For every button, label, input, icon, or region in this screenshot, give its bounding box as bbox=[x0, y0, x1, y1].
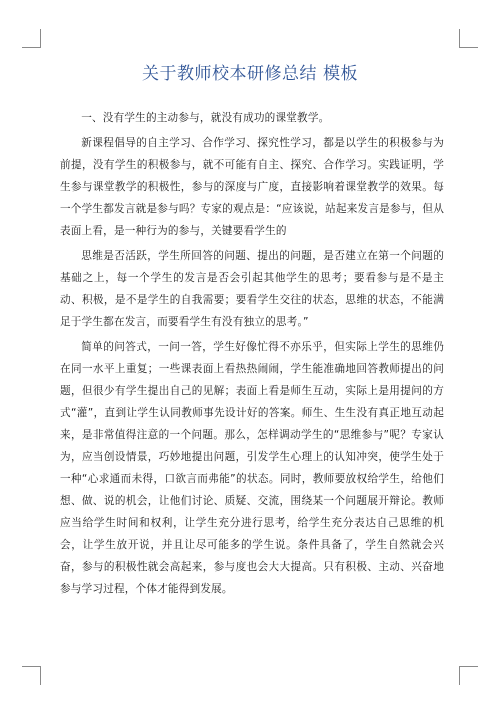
crop-mark-bottom-left bbox=[40, 666, 41, 685]
crop-mark-top-left bbox=[22, 47, 40, 48]
paragraph: 思维是否活跃，学生所回答的问题、提出的问题，是否建立在第一个问题的基础之上，每一个学生的发言是否会引起其他学生的思考；要看参与是不是主动、积极，是不是学生的自我需要；要看学生交往的状态，思维的状态，不能满足于学生都在发言，而要看学生有没有独立的思考。” bbox=[60, 250, 444, 328]
crop-mark-bottom-left bbox=[22, 666, 40, 667]
crop-mark-top-right bbox=[459, 29, 460, 48]
paragraph: 一、没有学生的主动参与，就没有成功的课堂教学。 bbox=[81, 112, 330, 124]
crop-mark-bottom-right bbox=[459, 666, 460, 685]
paragraph: 简单的问答式，一问一答，学生好像忙得不亦乐乎，但实际上学生的思维仍在同一水平上重复；一些课表面上看热热闹闹，学生能准确地回答教师提出的问题，但很少有学生提出自己的见解；表面上看是师生互动，实际上是用提问的方式“灌”，直到让学生认同教师事先设计好的答案。师生、生生没有真正地互动起来，是非常值得注意的一个问题。那么，怎样调动学生的“思维参与”呢？专家认为，应当创设情景，巧妙地提出问题，引发学生心理上的认知冲突，使学生处于一种“心求通而未得，口欲言而弗能”的状态。同时，教师要放权给学生，给他们想、做、说的机会，让他们讨论、质疑、交流，围绕某一个问题展开辩论。教师应当给学生时间和权利，让学生充分进行思考，给学生充分表达自己思维的机会，让学生放开说，并且让尽可能多的学生说。条件具备了，学生自然就会兴奋，参与的积极性就会高起来，参与度也会大大提高。只有积极、主动、兴奋地参与学习过程，个体才能得到发展。 bbox=[60, 341, 444, 595]
paragraph: 新课程倡导的自主学习、合作学习、探究性学习，都是以学生的积极参与为前提，没有学生的积极参与，就不可能有自主、探究、合作学习。实践证明，学生参与课堂教学的积极性，参与的深度与广度，直接影响着课堂教学的效果。每一个学生都发言就是参与吗？专家的观点是：“应该说，站起来发言是参与，但从表面上看，是一种行为的参与，关键要看学生的 bbox=[60, 137, 444, 237]
crop-mark-bottom-right bbox=[460, 666, 478, 667]
document-body bbox=[60, 107, 444, 600]
crop-mark-top-left bbox=[40, 29, 41, 48]
crop-mark-top-right bbox=[460, 47, 478, 48]
document-title: 关于教师校本研修总结 模板 bbox=[142, 64, 358, 84]
